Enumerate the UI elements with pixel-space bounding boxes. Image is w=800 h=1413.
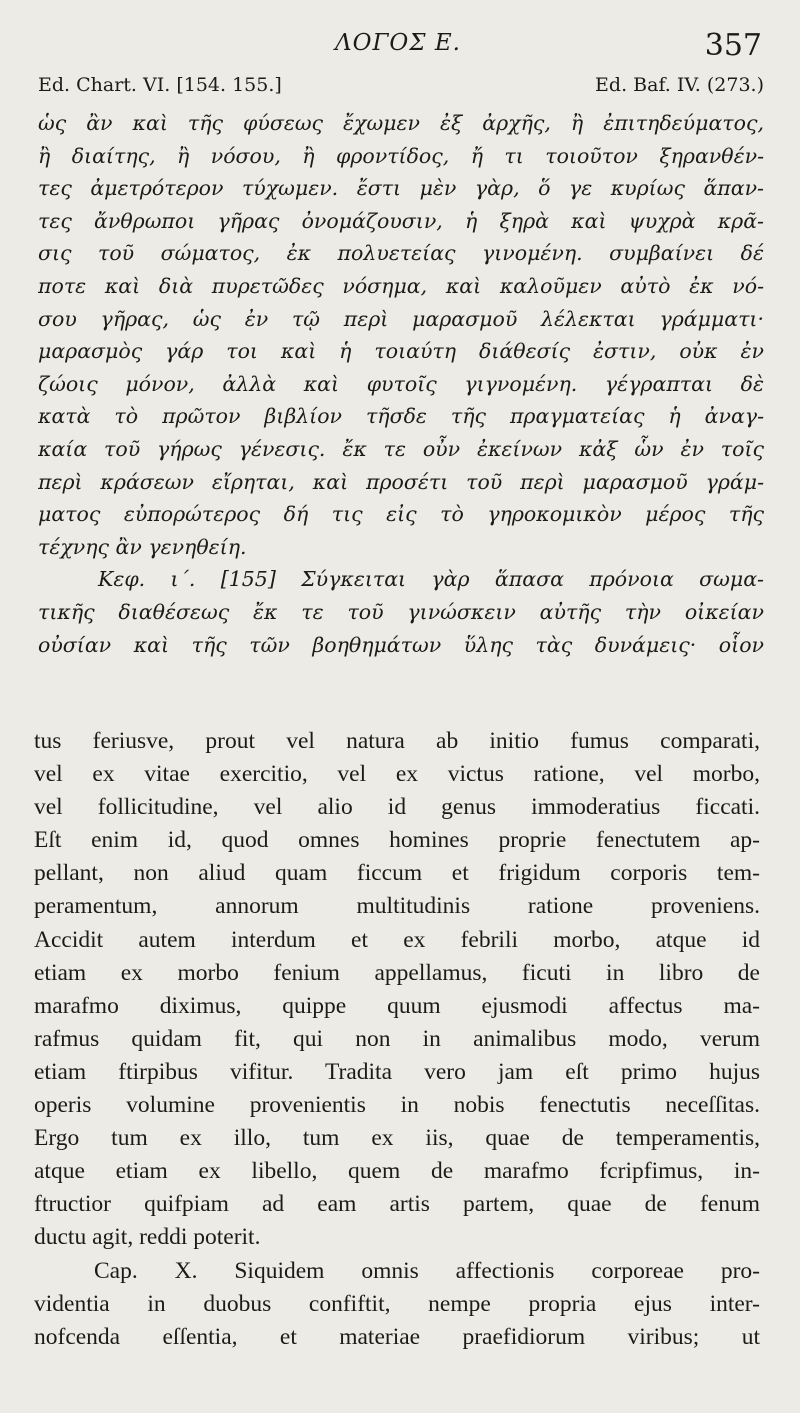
latin-line: Ergo tum ex illo, tum ex iis, quae de temperamentis, [34,1125,760,1152]
greek-line: μαρασμὸς γάρ τοι καὶ ἡ τοιαύτη διάθεσίς ἐστιν, οὐκ ἐν [38,339,764,364]
edition-reference-line [38,74,764,96]
greek-line: ματος εὐπορώτερος δή τις εἰς τὸ γηροκομικὸν μέρος τῆς [38,502,764,527]
page-number: 357 [704,28,762,63]
latin-line: rafmus quidam fit, qui non in animalibus modo, verum [34,1025,760,1052]
latin-chapter-heading-line: Cap. X. Siquidem omnis affectionis corporeae pro- [94,1257,760,1284]
greek-line: τικῆς διαθέσεως ἔκ τε τοῦ γινώσκειν αὐτῆς τὴν οἰκείαν [38,599,764,624]
greek-line: ποτε καὶ διὰ πυρετῶδες νόσημα, καὶ καλοῦμεν αὐτὸ ἐκ νό- [38,273,764,298]
latin-line: ductu agit, reddi poterit. [34,1224,261,1251]
greek-line: οὐσίαν καὶ τῆς τῶν βοηθημάτων ὕλης τὰς δυνάμεις· οἷον [38,632,764,657]
edition-reference-right: Ed. Baf. IV. (273.) [595,74,764,96]
greek-line: κατὰ τὸ πρῶτον βιβλίον τῆσδε τῆς πραγματείας ἡ ἀναγ- [38,404,764,429]
greek-line: ζώοις μόνον, ἀλλὰ καὶ φυτοῖς γιγνομένη. γέγραπται δὲ [38,371,764,396]
latin-line: pellant, non aliud quam ficcum et frigidum corporis tem- [34,860,760,887]
latin-line: Eſt enim id, quod omnes homines proprie fenectutem ap- [34,827,760,854]
latin-line: videntia in duobus confiftit, nempe propria ejus inter- [34,1290,760,1317]
latin-text-block [34,725,760,1354]
latin-line: etiam ftirpibus vifitur. Tradita vero jam eſt primo hujus [34,1058,760,1085]
greek-line: τες ἀμετρότερον τύχωμεν. ἔστι μὲν γὰρ, ὅ γε κυρίως ἅπαν- [38,176,764,201]
latin-line: ftructior quifpiam ad eam artis partem, quae de fenum [34,1191,760,1218]
greek-text-block [38,107,764,661]
running-title: ΛΟΓΟΣ Ε. [335,30,461,56]
greek-line: ὡς ἂν καὶ τῆς φύσεως ἔχωμεν ἐξ ἀρχῆς, ἢ ἐπιτηδεύματος, [38,111,764,135]
greek-line: καία τοῦ γήρως γένεσις. ἔκ τε οὖν ἐκείνων κἀξ ὧν ἐν τοῖς [38,436,764,461]
greek-chapter-heading-line: Κεφ. ι΄. [155] Σύγκειται γὰρ ἅπασα πρόνοια σωμα- [98,567,764,592]
greek-line: σου γῆρας, ὡς ἐν τῷ περὶ μαρασμοῦ λέλεκται γράμματι· [38,306,764,331]
latin-line: atque etiam ex libello, quem de marafmo fcripfimus, in- [34,1158,760,1185]
latin-line: vel follicitudine, vel alio id genus immoderatius ficcati. [34,794,760,821]
running-head [0,30,800,66]
latin-line: nofcenda eſſentia, et materiae praefidiorum viribus; ut [34,1323,760,1350]
greek-line: σις τοῦ σώματος, ἐκ πολυετείας γινομένη. συμβαίνει δέ [38,241,764,266]
latin-line: tus feriusve, prout vel natura ab initio fumus comparati, [34,728,760,754]
greek-line: τέχνης ἂν γενηθείη. [38,534,247,559]
latin-line: operis volumine provenientis in nobis fenectutis neceſſitas. [34,1092,760,1119]
latin-line: vel ex vitae exercitio, vel ex victus ratione, vel morbo, [34,761,760,788]
latin-line: etiam ex morbo fenium appellamus, ficuti in libro de [34,959,760,986]
edition-reference-left: Ed. Chart. VI. [154. 155.] [38,74,282,96]
latin-line: marafmo diximus, quippe quum ejusmodi affectus ma- [34,992,760,1019]
greek-line: περὶ κράσεων εἴρηται, καὶ προσέτι τοῦ περὶ μαρασμοῦ γράμ- [38,469,764,494]
latin-line: peramentum, annorum multitudinis ratione proveniens. [34,893,760,920]
greek-line: ἢ διαίτης, ἢ νόσου, ἢ φροντίδος, ἤ τι τοιοῦτον ξηρανθέν- [38,143,764,168]
latin-line: Accidit autem interdum et ex febrili morbo, atque id [34,926,760,953]
greek-line: τες ἄνθρωποι γῆρας ὀνομάζουσιν, ἡ ξηρὰ καὶ ψυχρὰ κρᾶ- [38,208,764,233]
